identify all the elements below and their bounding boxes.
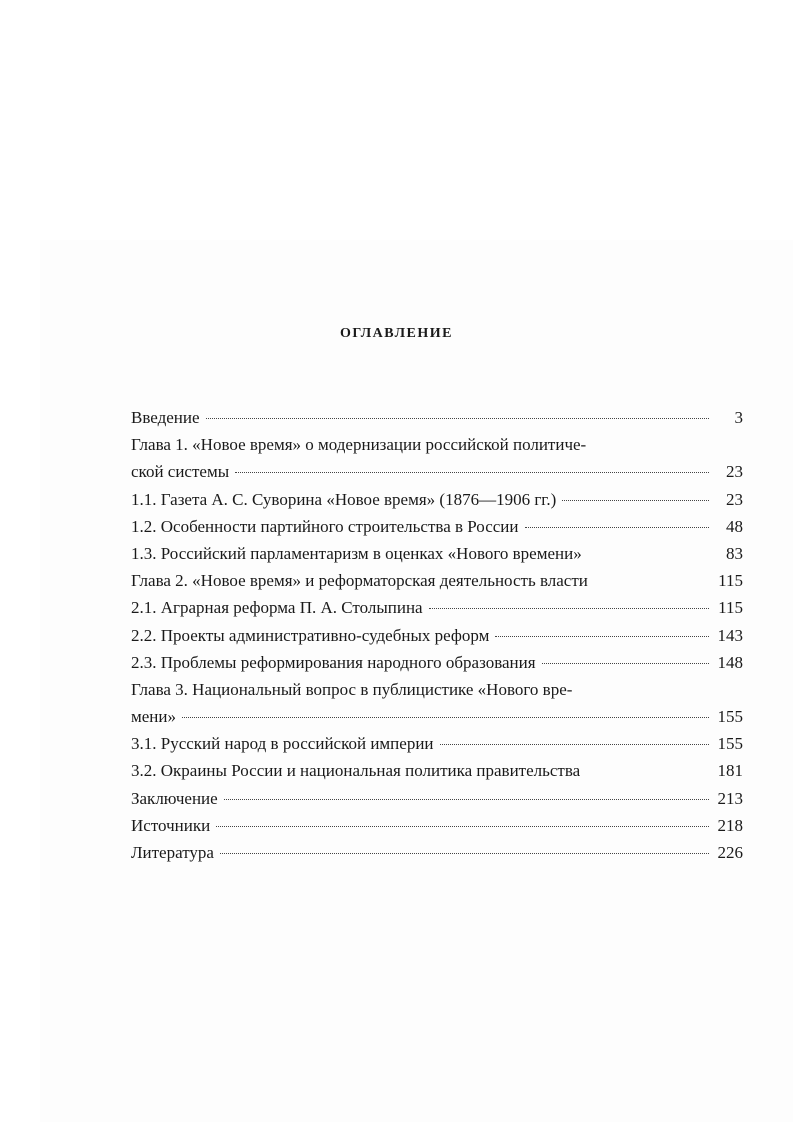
- toc-entry-page: 155: [717, 734, 743, 754]
- dot-leader: [235, 471, 709, 473]
- toc-entry-title: Глава 3. Национальный вопрос в публицистике «Нового вре-: [131, 679, 573, 699]
- toc-entry-page: 48: [726, 516, 743, 536]
- toc-entry-title: 3.1. Русский народ в российской империи: [131, 734, 434, 754]
- toc-entry-page: 148: [717, 652, 743, 672]
- toc-entry-page: 155: [717, 707, 743, 727]
- dot-leader: [429, 607, 709, 609]
- toc-entry-chapter-1[interactable]: [131, 431, 743, 458]
- toc-entry-title: Литература: [131, 843, 214, 862]
- dot-leader: [440, 743, 709, 745]
- toc-entry-3-1[interactable]: [131, 730, 743, 757]
- toc-entry-title: 1.2. Особенности партийного строительства в России: [131, 516, 519, 536]
- toc-entry-page: 83: [726, 543, 743, 563]
- table-of-contents: [131, 404, 743, 866]
- toc-entry-title: Введение: [131, 408, 200, 427]
- toc-entry-2-2[interactable]: [131, 622, 743, 649]
- toc-entry-title: Глава 1. «Новое время» о модернизации российской политиче-: [131, 435, 587, 455]
- toc-entry-conclusion[interactable]: [131, 785, 743, 812]
- dot-leader: [525, 526, 709, 528]
- toc-entry-title: 2.3. Проблемы реформирования народного образования: [131, 652, 536, 672]
- toc-entry-1-2[interactable]: [131, 513, 743, 540]
- toc-entry-title: Источники: [131, 815, 211, 835]
- toc-entry-page: 115: [718, 598, 743, 618]
- toc-entry-page: 213: [717, 788, 743, 808]
- dot-leader: [182, 716, 709, 718]
- toc-entry-title: мени»: [131, 707, 176, 727]
- toc-entry-2-1[interactable]: [131, 594, 743, 621]
- toc-entry-chapter-3[interactable]: [131, 676, 743, 703]
- dot-leader: [220, 852, 709, 854]
- toc-entry-title: Глава 2. «Новое время» и реформаторская деятельность власти: [131, 571, 588, 591]
- toc-entry-literature[interactable]: [131, 839, 743, 866]
- dot-leader: [224, 798, 709, 800]
- toc-entry-1-1[interactable]: [131, 486, 743, 513]
- toc-entry-page: 23: [726, 489, 743, 509]
- toc-entry-sources[interactable]: [131, 812, 743, 839]
- dot-leader: [562, 499, 709, 501]
- toc-entry-title: 2.2. Проекты административно-судебных реформ: [131, 625, 490, 645]
- dot-leader: [542, 662, 709, 664]
- toc-entry-page: 218: [717, 815, 743, 835]
- toc-entry-page: 23: [726, 462, 743, 482]
- toc-entry-3-2[interactable]: [131, 757, 743, 784]
- dot-leader: [495, 635, 709, 637]
- toc-entry-title: 1.1. Газета А. С. Суворина «Новое время» (1876—1906 гг.): [131, 489, 557, 509]
- toc-entry-2-3[interactable]: [131, 649, 743, 676]
- toc-entry-page: 181: [717, 761, 743, 781]
- toc-entry-page: 143: [717, 625, 743, 645]
- toc-entry-title: 3.2. Окраины России и национальная политика правительства: [131, 761, 581, 781]
- toc-entry-title: ской системы: [131, 462, 230, 482]
- toc-entry-page: 115: [718, 571, 743, 591]
- toc-entry-title: 1.3. Российский парламентаризм в оценках «Нового времени»: [131, 543, 582, 563]
- toc-entry-chapter-3-cont[interactable]: [131, 703, 743, 730]
- toc-entry-chapter-2[interactable]: [131, 567, 743, 594]
- toc-entry-1-3[interactable]: [131, 540, 743, 567]
- toc-entry-introduction[interactable]: [131, 404, 743, 431]
- dot-leader: [206, 417, 709, 419]
- toc-entry-page: 3: [734, 408, 743, 427]
- dot-leader: [216, 825, 709, 827]
- toc-entry-title: 2.1. Аграрная реформа П. А. Столыпина: [131, 598, 423, 618]
- toc-entry-title: Заключение: [131, 788, 218, 808]
- toc-heading: ОГЛАВЛЕНИЕ: [340, 326, 453, 341]
- toc-entry-page: 226: [717, 843, 743, 862]
- toc-entry-chapter-1-cont[interactable]: [131, 458, 743, 485]
